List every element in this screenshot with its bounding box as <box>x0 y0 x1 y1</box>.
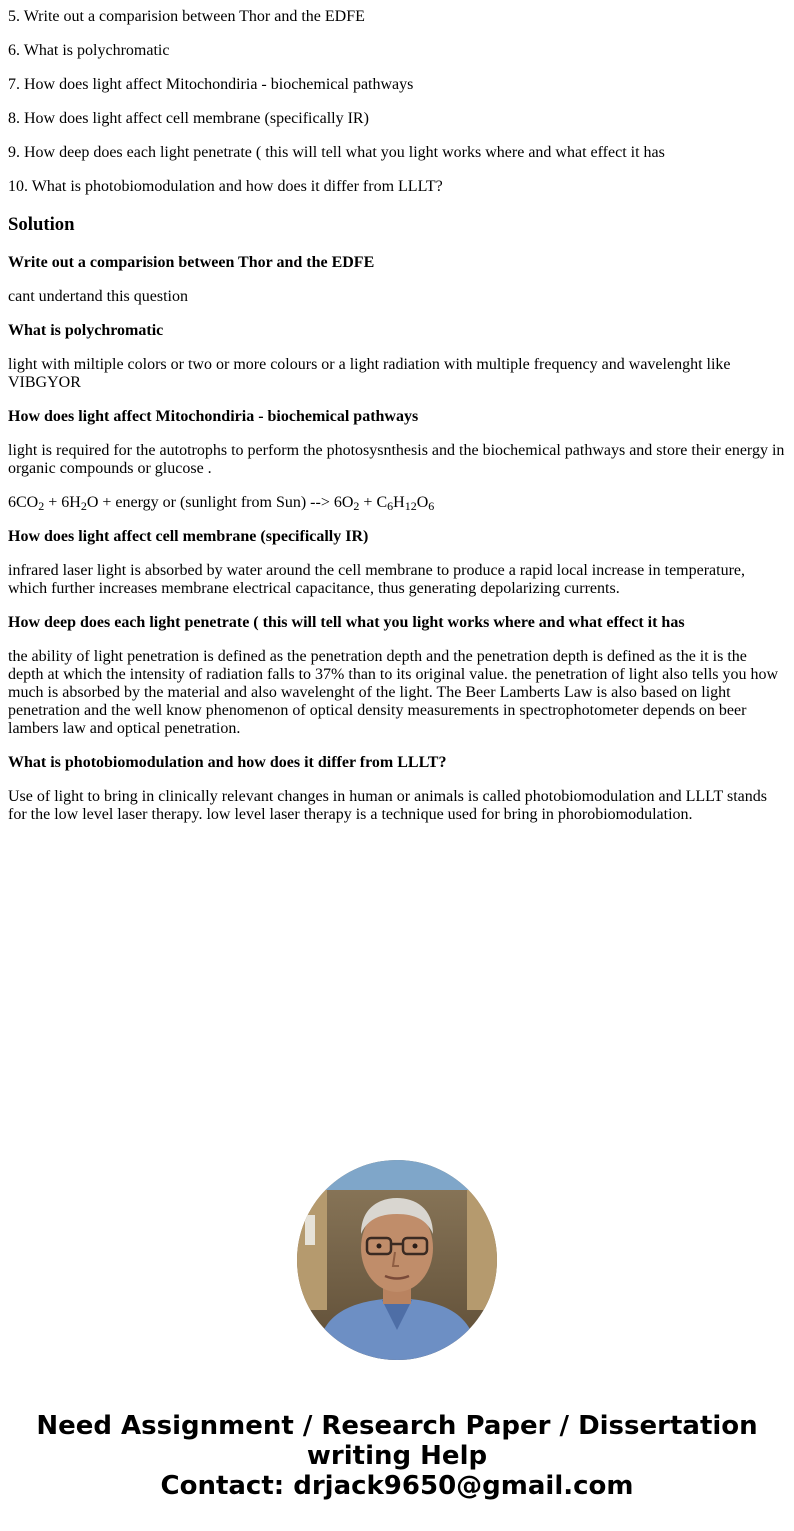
answer-text-photobiomodulation: Use of light to bring in clinically relevant changes in human or animals is called photobiomodulation and LLLT stands for the low level laser therapy. low level laser therapy is a technique used for bring in phorobiomodulation. <box>8 788 767 823</box>
promo-line-1: Need Assignment / Research Paper / Dissertation <box>36 1411 758 1441</box>
photosynthesis-equation <box>8 494 786 512</box>
document-body <box>0 8 794 824</box>
answer-text-penetration: the ability of light penetration is defined as the penetration depth and the penetration depth is defined as the it is the depth at which the intensity of radiation falls to 37% than to its original value. the penetration of light also tells you how much is absorbed by the material and also wavelenght of the light. The Beer Lamberts Law is also based on light penetration and the well know phenomenon of optical density measurements in spectrophotometer depends on beer lambers law and optical penetration. <box>8 648 779 737</box>
question-7: 7. How does light affect Mitochondiria - biochemical pathways <box>8 76 414 93</box>
promo-contact: Contact: drjack9650@gmail.com <box>160 1471 634 1501</box>
answer-text-polychromatic: light with miltiple colors or two or more colours or a light radiation with multiple frequency and wavelenght like VIBGYOR <box>8 356 731 391</box>
eq-part: + C <box>359 494 388 511</box>
eq-subscript: 2 <box>38 499 45 513</box>
eq-subscript: 12 <box>404 499 417 513</box>
eq-part: O + energy or (sunlight from Sun) --> 6O <box>86 494 354 511</box>
question-9: 9. How deep does each light penetrate ( this will tell what you light works where and what effect it has <box>8 144 665 161</box>
answer-text-cell-membrane: infrared laser light is absorbed by water around the cell membrane to produce a rapid local increase in temperature, which further increases membrane electrical capacitance, thus generating depolarizing currents. <box>8 562 746 597</box>
answer-text-thor-edfe: cant undertand this question <box>8 288 188 305</box>
question-6: 6. What is polychromatic <box>8 42 170 59</box>
answer-heading-polychromatic: What is polychromatic <box>8 322 164 339</box>
answer-heading-penetration: How deep does each light penetrate ( this will tell what you light works where and what effect it has <box>8 614 685 631</box>
eq-part: + 6H <box>44 494 81 511</box>
answer-heading-cell-membrane: How does light affect cell membrane (specifically IR) <box>8 528 369 545</box>
promo-banner <box>0 1411 794 1501</box>
eq-subscript: 2 <box>353 499 360 513</box>
answer-heading-mitochondria: How does light affect Mitochondiria - biochemical pathways <box>8 408 419 425</box>
answer-text-mitochondria: light is required for the autotrophs to perform the photosysnthesis and the biochemical pathways and store their energy in organic compounds or glucose . <box>8 442 785 477</box>
answer-heading-photobiomodulation: What is photobiomodulation and how does it differ from LLLT? <box>8 754 447 771</box>
answer-heading-thor-edfe: Write out a comparision between Thor and the EDFE <box>8 254 375 271</box>
eq-part: H <box>393 494 405 511</box>
eq-subscript: 6 <box>387 499 394 513</box>
promo-line-2: writing Help <box>306 1441 488 1471</box>
avatar <box>297 1160 497 1360</box>
question-5: 5. Write out a comparision between Thor and the EDFE <box>8 8 365 25</box>
eq-subscript: 6 <box>428 499 435 513</box>
solution-heading: Solution <box>8 214 75 235</box>
eq-part: 6CO <box>8 494 39 511</box>
question-10: 10. What is photobiomodulation and how does it differ from LLLT? <box>8 178 443 195</box>
eq-subscript: 2 <box>80 499 87 513</box>
eq-part: O <box>416 494 429 511</box>
question-8: 8. How does light affect cell membrane (specifically IR) <box>8 110 369 127</box>
avatar-portrait-icon <box>297 1160 497 1360</box>
